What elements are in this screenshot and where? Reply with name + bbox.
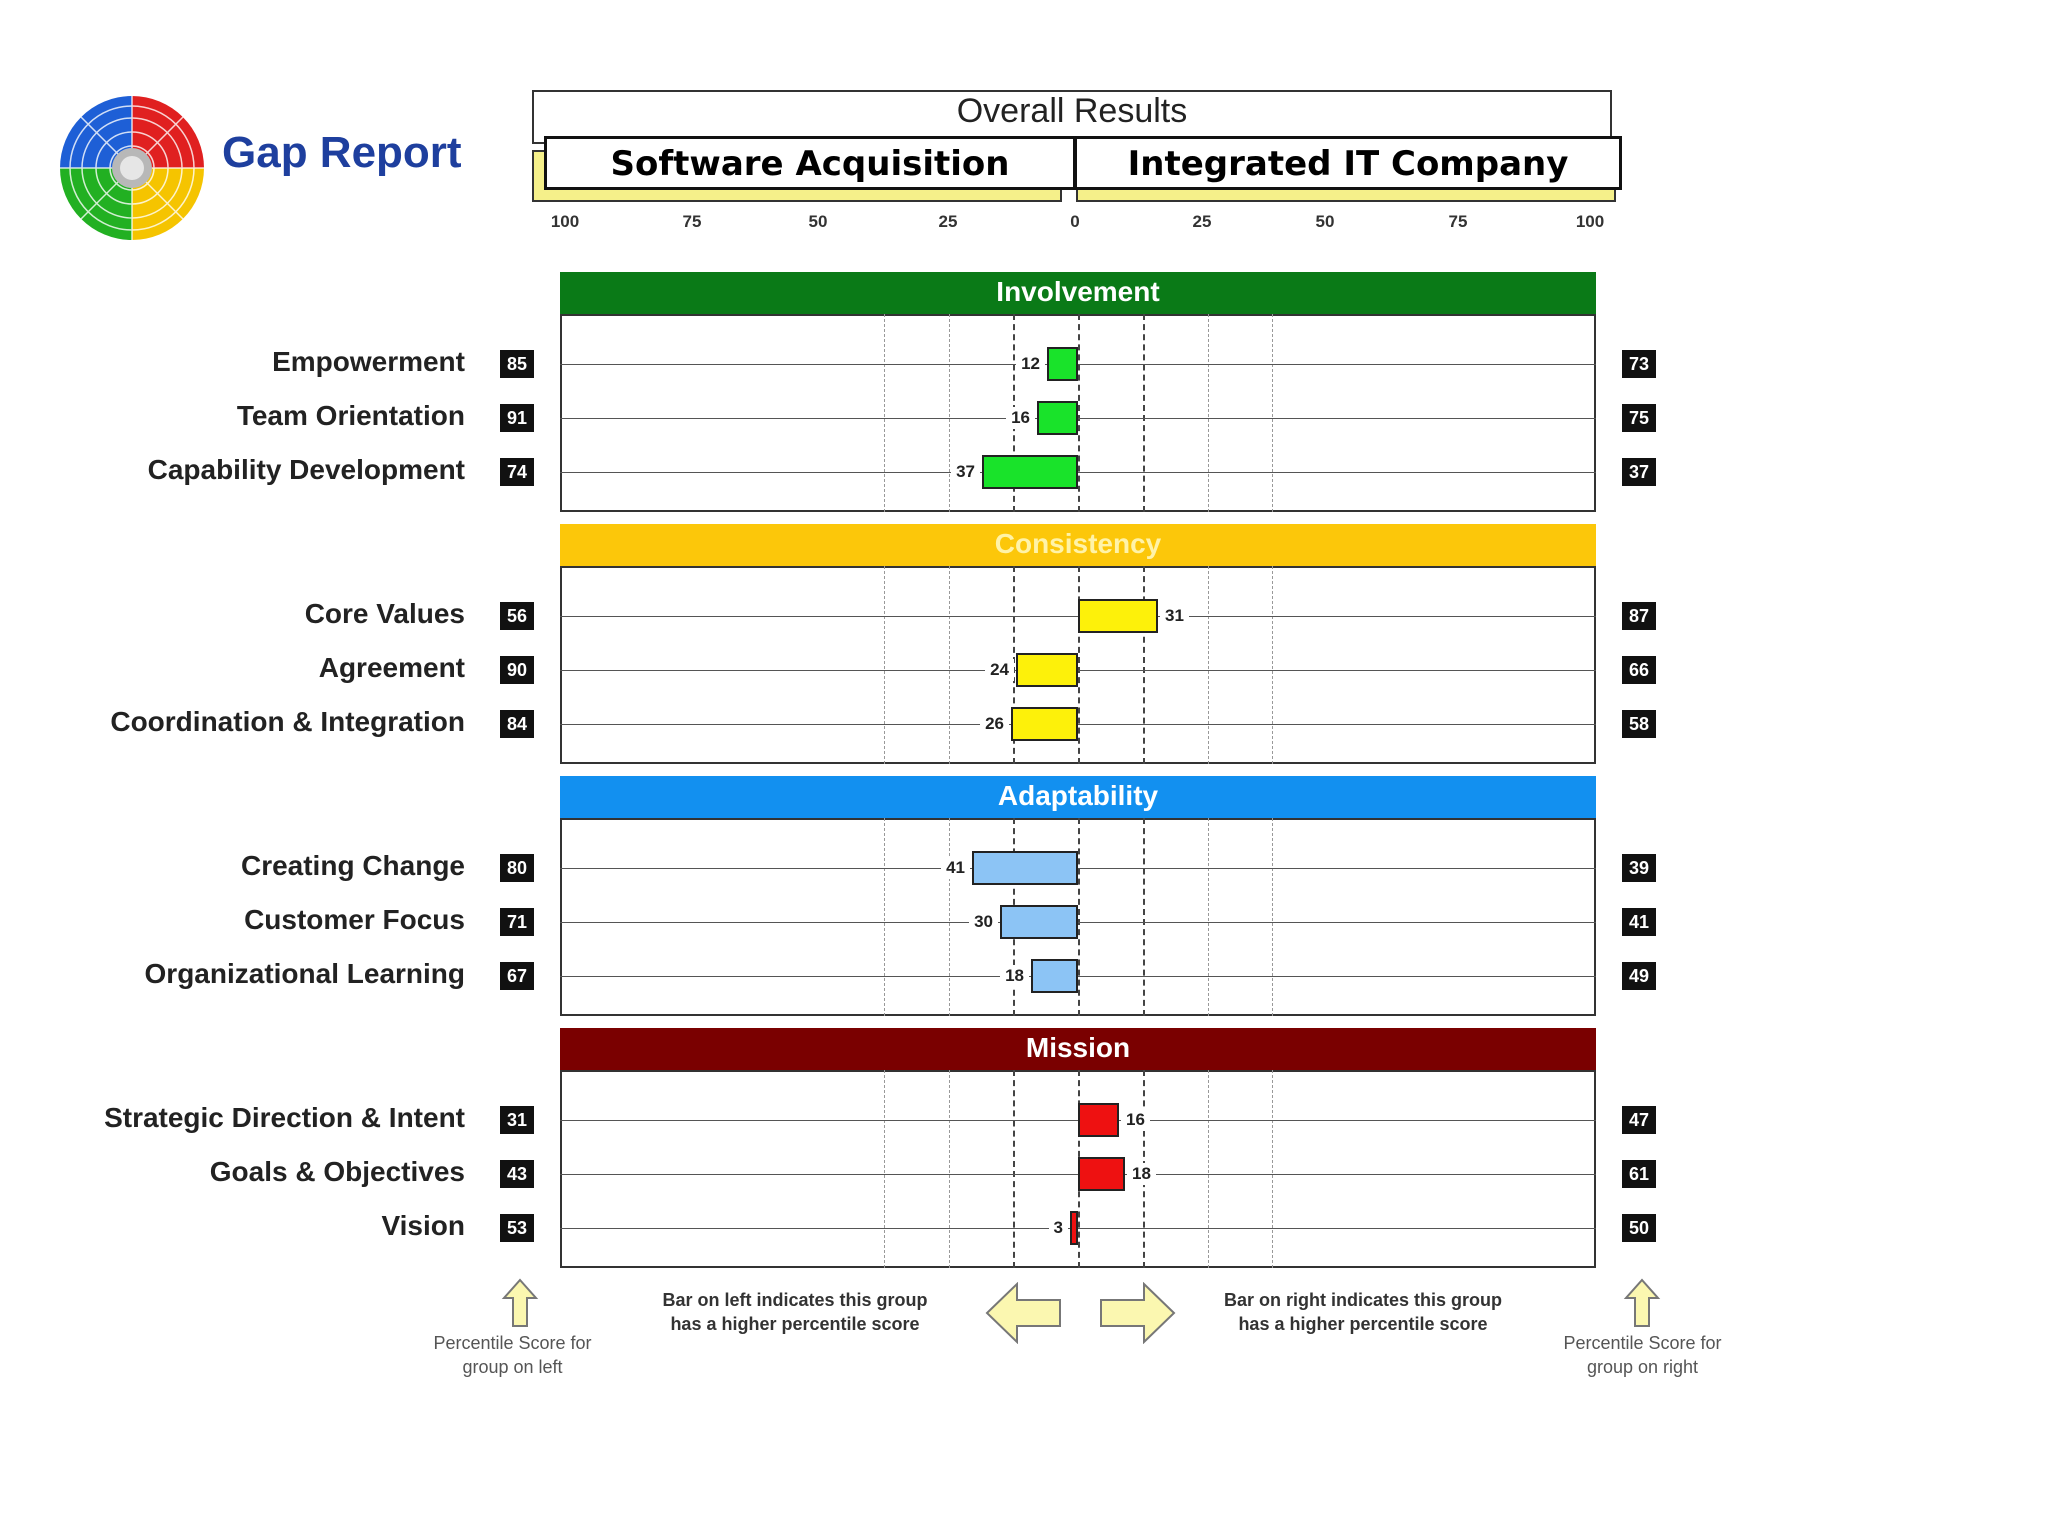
gridline bbox=[1208, 818, 1209, 1016]
row-label: Organizational Learning bbox=[144, 958, 465, 989]
gridline bbox=[949, 1070, 950, 1268]
app-title: Gap Report bbox=[222, 128, 462, 177]
row-label: Coordination & Integration bbox=[110, 706, 465, 737]
row-baseline bbox=[560, 1228, 1596, 1229]
gridline bbox=[1143, 566, 1145, 764]
left-group-name: Software Acquisition bbox=[544, 136, 1076, 190]
gridline bbox=[1272, 566, 1273, 764]
up-arrow-left-icon bbox=[500, 1278, 540, 1330]
gridline bbox=[884, 314, 885, 512]
left-arrow-note: Bar on left indicates this group has a higher percentile score bbox=[662, 1290, 928, 1334]
gridline bbox=[949, 818, 950, 1016]
right-score-badge: 87 bbox=[1622, 602, 1656, 630]
bar-value-label: 26 bbox=[980, 713, 1009, 735]
left-score-badge: 80 bbox=[500, 854, 534, 882]
section-header-mission: Mission bbox=[560, 1028, 1596, 1070]
bar bbox=[1047, 347, 1078, 381]
section-header-adaptability: Adaptability bbox=[560, 776, 1596, 818]
scale-tick-right-50: 50 bbox=[1315, 212, 1335, 231]
right-score-badge: 41 bbox=[1622, 908, 1656, 936]
gap-report-logo bbox=[60, 93, 205, 243]
right-group-name: Integrated IT Company bbox=[1074, 136, 1622, 190]
right-score-badge: 58 bbox=[1622, 710, 1656, 738]
right-score-badge: 61 bbox=[1622, 1160, 1656, 1188]
right-score-badge: 66 bbox=[1622, 656, 1656, 684]
gridline bbox=[884, 1070, 885, 1268]
gridline bbox=[1078, 314, 1080, 512]
row-baseline bbox=[560, 472, 1596, 473]
left-arrow-icon bbox=[985, 1282, 1063, 1344]
row-baseline bbox=[560, 364, 1596, 365]
gridline bbox=[949, 566, 950, 764]
row-baseline bbox=[560, 670, 1596, 671]
bar-value-label: 30 bbox=[969, 911, 998, 933]
bar-value-label: 18 bbox=[1127, 1163, 1156, 1185]
left-score-badge: 43 bbox=[500, 1160, 534, 1188]
right-score-badge: 39 bbox=[1622, 854, 1656, 882]
bar bbox=[1016, 653, 1078, 687]
gridline bbox=[1013, 1070, 1015, 1268]
left-score-badge: 91 bbox=[500, 404, 534, 432]
row-label: Core Values bbox=[304, 598, 465, 629]
right-score-note: Percentile Score for group on right bbox=[1563, 1333, 1722, 1377]
row-label: Strategic Direction & Intent bbox=[104, 1102, 465, 1133]
left-score-badge: 53 bbox=[500, 1214, 534, 1242]
bar-value-label: 37 bbox=[951, 461, 980, 483]
bar bbox=[1037, 401, 1078, 435]
bar-value-label: 31 bbox=[1160, 605, 1189, 627]
gridline bbox=[884, 566, 885, 764]
gridline bbox=[1078, 818, 1080, 1016]
scale-tick-right-75: 75 bbox=[1448, 212, 1468, 231]
bar bbox=[1078, 1157, 1125, 1191]
row-label: Empowerment bbox=[272, 346, 465, 377]
left-score-note: Percentile Score for group on left bbox=[433, 1333, 592, 1377]
bar-value-label: 24 bbox=[985, 659, 1014, 681]
bar bbox=[1078, 599, 1158, 633]
gridline bbox=[1143, 314, 1145, 512]
bar bbox=[1031, 959, 1078, 993]
left-score-badge: 31 bbox=[500, 1106, 534, 1134]
row-baseline bbox=[560, 976, 1596, 977]
scale-tick-right-25: 25 bbox=[1192, 212, 1212, 231]
scale-tick-left-25: 25 bbox=[938, 212, 958, 231]
scale-tick-right-100: 100 bbox=[1575, 212, 1605, 231]
row-baseline bbox=[560, 418, 1596, 419]
row-label: Vision bbox=[381, 1210, 465, 1241]
bar bbox=[1078, 1103, 1119, 1137]
right-score-badge: 47 bbox=[1622, 1106, 1656, 1134]
bar-value-label: 3 bbox=[1049, 1217, 1068, 1239]
row-label: Team Orientation bbox=[236, 400, 465, 431]
scale-tick-left-50: 50 bbox=[808, 212, 828, 231]
row-label: Customer Focus bbox=[244, 904, 465, 935]
section-header-consistency: Consistency bbox=[560, 524, 1596, 566]
bar bbox=[972, 851, 1078, 885]
gridline bbox=[1272, 314, 1273, 512]
left-score-badge: 85 bbox=[500, 350, 534, 378]
right-score-badge: 73 bbox=[1622, 350, 1656, 378]
bar bbox=[1000, 905, 1078, 939]
right-score-badge: 75 bbox=[1622, 404, 1656, 432]
bar-value-label: 41 bbox=[941, 857, 970, 879]
bar-value-label: 16 bbox=[1121, 1109, 1150, 1131]
right-arrow-icon bbox=[1098, 1282, 1176, 1344]
scale-tick-center-0: 0 bbox=[1070, 212, 1080, 231]
gridline bbox=[1208, 566, 1209, 764]
right-score-badge: 50 bbox=[1622, 1214, 1656, 1242]
bar-value-label: 16 bbox=[1006, 407, 1035, 429]
scale-tick-left-100: 100 bbox=[550, 212, 580, 231]
scale-tick-left-75: 75 bbox=[682, 212, 702, 231]
gridline bbox=[1208, 314, 1209, 512]
gridline bbox=[1208, 1070, 1209, 1268]
bar-value-label: 18 bbox=[1000, 965, 1029, 987]
row-baseline bbox=[560, 868, 1596, 869]
gridline bbox=[949, 314, 950, 512]
gridline bbox=[1078, 566, 1080, 764]
gridline bbox=[884, 818, 885, 1016]
bar bbox=[1070, 1211, 1078, 1245]
left-score-badge: 90 bbox=[500, 656, 534, 684]
row-baseline bbox=[560, 922, 1596, 923]
row-label: Creating Change bbox=[240, 850, 465, 881]
left-score-badge: 71 bbox=[500, 908, 534, 936]
left-score-badge: 74 bbox=[500, 458, 534, 486]
row-label: Goals & Objectives bbox=[209, 1156, 465, 1187]
gridline bbox=[1272, 1070, 1273, 1268]
overall-results-title: Overall Results bbox=[956, 92, 1188, 130]
bar-value-label: 12 bbox=[1016, 353, 1045, 375]
right-score-badge: 37 bbox=[1622, 458, 1656, 486]
row-label: Agreement bbox=[318, 652, 465, 683]
gridline bbox=[1272, 818, 1273, 1016]
left-score-badge: 84 bbox=[500, 710, 534, 738]
row-baseline bbox=[560, 724, 1596, 725]
left-score-badge: 67 bbox=[500, 962, 534, 990]
left-score-badge: 56 bbox=[500, 602, 534, 630]
up-arrow-right-icon bbox=[1622, 1278, 1662, 1330]
section-header-involvement: Involvement bbox=[560, 272, 1596, 314]
right-score-badge: 49 bbox=[1622, 962, 1656, 990]
gridline bbox=[1143, 818, 1145, 1016]
bar bbox=[982, 455, 1078, 489]
right-arrow-note: Bar on right indicates this group has a higher percentile score bbox=[1223, 1290, 1502, 1334]
bar bbox=[1011, 707, 1078, 741]
row-label: Capability Development bbox=[147, 454, 465, 485]
